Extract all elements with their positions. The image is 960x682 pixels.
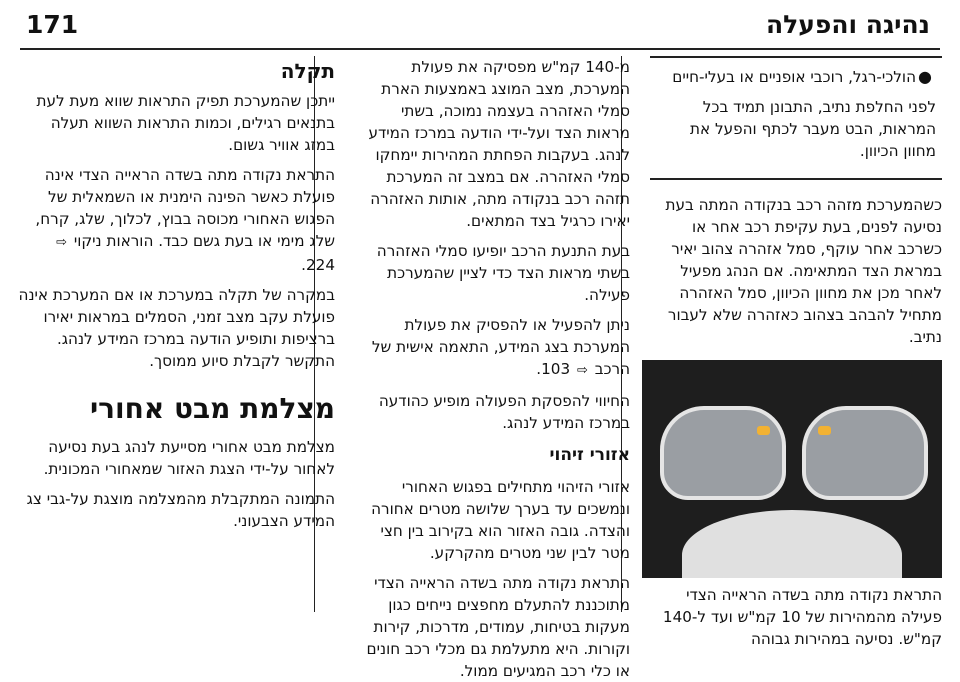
paragraph: אזורי הזיהוי מתחילים בפגוש האחורי ונמשכים עד בערך שלושה מטרים אחורה והצדה. גובה האזור הוא בקירוב בין חצי מטר לבין שני מטרים מהקרקע. — [371, 478, 630, 562]
figure-caption: התראת נקודה מתה בשדה הראייה הצדי פעילה מהמהירות של 10 קמ"ש ועד ל-140 קמ"ש. נסיעה במהירות גבוהה — [662, 586, 942, 648]
left-side-mirror — [660, 406, 786, 500]
paragraph: התמונה המתקבלת מהמצלמה מוצגת על-גבי צג המידע הצבעוני. — [26, 490, 335, 530]
paragraph: במקרה של תקלה במערכת או אם המערכת אינה פועלת עקב מצב זמני, הסמלים במראות יאירו ברציפות ותופיע הודעה במרכז המידע לנהג. התקשר לקבלת סיוע ממוסך. — [18, 286, 335, 370]
paragraph: בעת התנעת הרכב יופיעו סמלי האזהרה בשתי מראות הצד כדי לציין שהמערכת פעילה. — [376, 242, 630, 304]
cleaning-text: התראת נקודה מתה בשדה הראייה הצדי אינה פועלת כאשר הפינה הימנית או השמאלית של הפגוש האחורי מכוסה בבוץ, לכלוך, שלג, קרח, שלג מימי או בעת גשם כבד. הוראות ניקוי — [35, 166, 335, 250]
column-right — [646, 56, 942, 648]
bullet-item — [654, 66, 936, 88]
settings-text: ניתן להפעיל או להפסיק את פעולת המערכת בצג המידע, התאמה אישית של הרכב — [371, 316, 630, 378]
paragraph: ייתכן שהמערכת תפיק התראות שווא מעת לעת בתנאים רגילים, וכמות התראות השווא תעלה במזג אוויר גשום. — [36, 92, 335, 154]
page-header — [0, 0, 960, 50]
paragraph: ניתן להפעיל או להפסיק את פעולת המערכת בצג המידע, התאמה אישית של הרכב ⇨ 103. — [360, 314, 630, 382]
note-box — [650, 56, 942, 180]
rear-camera-heading: מצלמת מבט אחורי — [89, 392, 335, 425]
bullet-icon: ● — [918, 67, 932, 86]
header-rule — [20, 48, 940, 50]
car-hood — [682, 510, 902, 578]
page-reference-arrow-icon: ⇨ — [576, 363, 588, 378]
detection-paragraph — [650, 194, 942, 348]
note-text: לפני החלפת נתיב, התבונן תמיד בכל המראות, הבט מעבר לכתף והפעל את מחוון הכיוון. — [690, 98, 936, 160]
paragraph: מ-140 קמ"ש מפסיקה את פעולת המערכת, מצב המוצג באמצעות הארת סמלי האזהרה בעצמה נמוכה, בשתי מראות הצד ועל-ידי הודעה במרכז המידע לנהג. בעקבות הפחתת המהירות יימחקו סמלי האזהרה. אם במצב זה המערכת תזהה רכב בנקודה מתה, אותות האזהרה יאירו כרגיל בצד המתאים. — [368, 58, 630, 230]
column-left — [17, 56, 335, 612]
paragraph: התראת נקודה מתה בשדה הראייה הצדי אינה פועלת כאשר הפינה הימנית או השמאלית של הפגוש האחורי מכוסה בבוץ, לכלוך, שלג, קרח, שלג מימי או בעת גשם כבד. הוראות ניקוי ⇨ 224. — [35, 166, 335, 274]
paragraph: מצלמת מבט אחורי מסייעת לנהג בעת נסיעה לאחור על-ידי הצגת האזור שמאחורי המכונית. — [43, 438, 335, 478]
section-title: נהיגה והפעלה — [765, 10, 930, 39]
page-reference[interactable]: 224 — [306, 256, 335, 274]
page-reference[interactable]: 103 — [541, 360, 571, 378]
right-side-mirror — [802, 406, 928, 500]
page-number: 171 — [26, 10, 79, 39]
blind-spot-warning-icon — [818, 426, 831, 435]
paragraph: התראת נקודה מתה בשדה הראייה הצדי מתוכננת להתעלם מחפצים נייחים כגון מעקות בטיחות, עמודים, מדרכות, קירות וקורות. היא מתעלמת גם מכלי רכב חונים או כלי רכב המגיעים ממול. — [366, 574, 630, 680]
column-middle — [360, 56, 630, 680]
mirror-illustration — [642, 360, 942, 578]
blind-spot-warning-icon — [757, 426, 770, 435]
fault-heading: תקלה — [280, 59, 335, 83]
page-reference-arrow-icon: ⇨ — [56, 235, 68, 250]
detection-text: כשהמערכת מזהה רכב בנקודה המתה בעת נסיעה לפנים, בעת עקיפת רכב אחר או כשרכב אחר עוקף, סמל אזהרה צהוב יאיר במראת הצד המתאימה. אם הנהג מפעיל לאחר מכן את מחוון הכיוון, סמל האזהרה מתחיל להבהב בצהוב כאזהרה שלא לעבור נתיב. — [665, 196, 942, 346]
paragraph: החיווי להפסקת הפעולה מופיע כהודעה במרכז המידע לנהג. — [378, 392, 630, 432]
detection-zones-heading: אזורי זיהוי — [549, 445, 630, 465]
bullet-text: הולכי-רגל, רוכבי אופניים או בעלי-חיים — [672, 68, 916, 86]
